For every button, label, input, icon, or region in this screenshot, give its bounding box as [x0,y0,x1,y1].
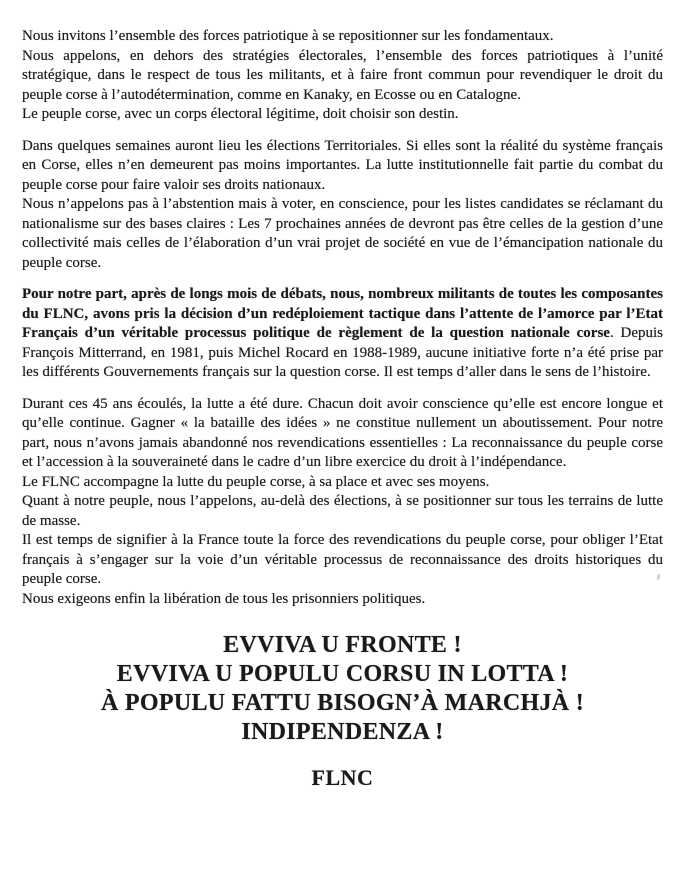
text-block-elections [22,137,663,274]
paragraph-invitation: Nous invitons l’ensemble des forces patriotique à se repositionner sur les fondamentaux. [22,28,554,44]
paragraph-people-call: Quant à notre peuple, nous l’appelons, au-delà des élections, à se positionner sur tous les terrains de lutte de masse. [22,493,663,529]
paragraph-unity-call: Nous appelons, en dehors des stratégies électorales, l’ensemble des forces patriotiques à l’unité stratégique, dans le respect de tous les militants, et à faire front commun pour revendiquer le droit du peuple corse à l’autodétermination, comme en Kanaky, en Ecosse ou en Catalogne. [22,47,663,103]
bold-statement-continuation: . Depuis François Mitterrand, en 1981, puis Michel Rocard en 1988-1989, aucune initiative forte n’a été prise par les différents Gouvernements français sur la question corse. Il est temps d’aller dans le sens de l’histoire. [22,325,663,380]
paragraph-signify-france: Il est temps de signifier à la France toute la force des revendications du peuple corse, pour obliger l’Etat français à s’engager sur la voie d’un véritable processus de reconnaissance des droits historiques du peuple corse. [22,532,663,587]
bold-statement: Pour notre part, après de longs mois de débats, nous, nombreux militants de toutes les composantes du FLNC, avons pris la décision d’un redéploiement tactique dans l’attente de l’amorce par l’Etat Français d’un véritable processus politique de règlement de la question nationale corse [22,286,663,341]
slogan-line-4: INDIPENDENZA ! [241,719,444,745]
paragraph-redeployment [22,285,663,383]
paragraph-45-years: Durant ces 45 ans écoulés, la lutte a été dure. Chacun doit avoir conscience qu’elle est encore longue et qu’elle continue. Gagner « la bataille des idées » ne constitue nullement un aboutissement. Pour notre part, nous n’avons jamais abandonné nos revendications essentielles : La reconnaissance du peuple corse et l’accession à la souveraineté dans le cadre d’un libre exercice du droit à l’indépendance. [22,395,663,470]
paragraph-vote-call: Nous n’appelons pas à l’abstention mais à voter, en conscience, pour les listes candidates se réclamant du nationalisme sur des bases claires : Les 7 prochaines années de devront pas être celles de la gestion d’une collectivité mais celles de l’élaboration d’un vrai projet de société en vue de l’émancipation nationale du peuple corse. [22,196,663,271]
slogans-block [22,631,663,747]
text-block-redeployment [22,285,663,383]
paragraph-destiny: Le peuple corse, avec un corps électoral légitime, doit choisir son destin. [22,106,459,122]
paragraph-prisoners: Nous exigeons enfin la libération de tous les prisonniers politiques. [22,590,426,607]
slogan-line-2: EVVIVA U POPULU CORSU IN LOTTA ! [116,661,569,687]
signature-flnc: FLNC [311,765,374,790]
paragraph-territorial-elections: Dans quelques semaines auront lieu les élections Territoriales. Si elles sont la réalité du système français en Corse, elles n’en demeurent pas moins importantes. La lutte institutionnelle fait partie du combat du peuple corse pour faire valoir ses droits nationaux. [22,137,663,193]
slogan-line-3: À POPULU FATTU BISOGN’À MARCHJÀ ! [101,690,584,716]
text-block-fundamentals [22,27,663,125]
text-block-struggle [22,395,663,610]
slogan-line-1: EVVIVA U FRONTE ! [223,632,462,658]
paragraph-flnc-role: Le FLNC accompagne la lutte du peuple corse, à sa place et avec ses moyens. [22,473,490,490]
